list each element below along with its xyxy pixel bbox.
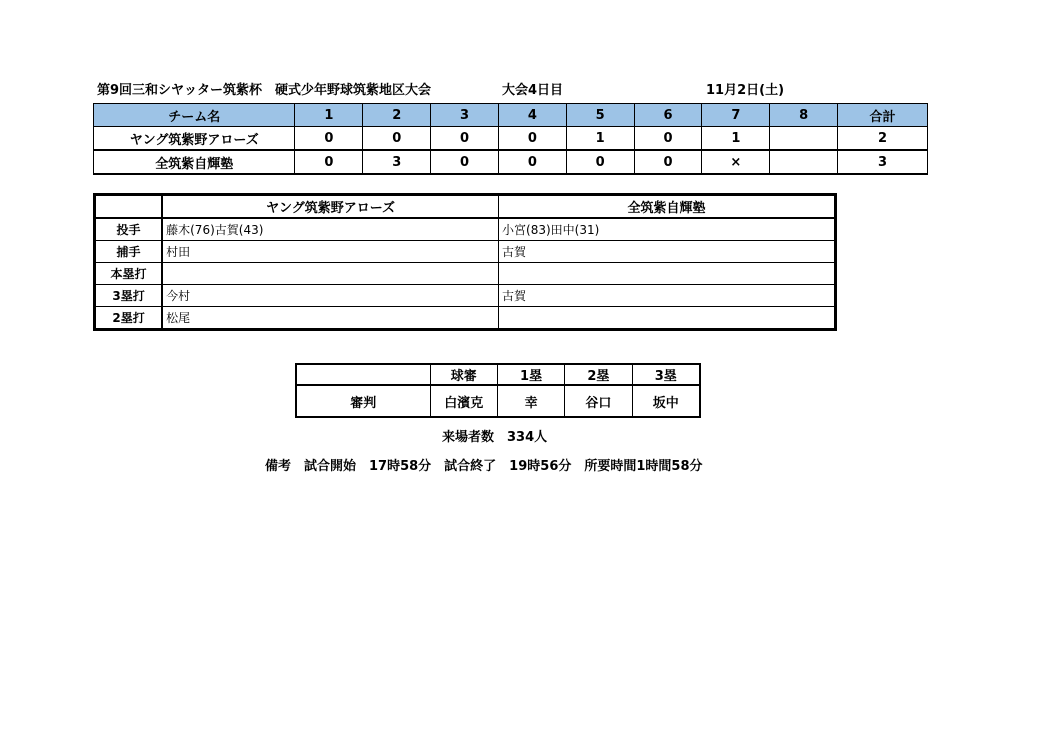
row-label: 投手	[95, 218, 163, 241]
player-cell: 古賀	[499, 285, 836, 307]
tournament-day: 大会4日目	[502, 83, 564, 98]
inning-score: 1	[566, 127, 634, 151]
player-cell: 松尾	[162, 307, 498, 330]
umpires-header-row	[296, 364, 700, 385]
umpire-position: 1塁	[497, 364, 564, 385]
player-cell	[499, 263, 836, 285]
team-column-header: ヤング筑紫野アローズ	[162, 195, 498, 219]
inning-score: 0	[634, 127, 702, 151]
player-cell	[499, 307, 836, 330]
inning-header: 4	[498, 104, 566, 127]
row-label: 本塁打	[95, 263, 163, 285]
umpires-row	[296, 385, 700, 417]
team-header: チーム名	[94, 104, 295, 127]
player-cell: 今村	[162, 285, 498, 307]
tournament-title: 第9回三和シヤッター筑紫杯 硬式少年野球筑紫地区大会	[97, 83, 432, 98]
player-cell: 古賀	[499, 241, 836, 263]
inning-score: 0	[498, 150, 566, 174]
player-cell	[162, 263, 498, 285]
inning-score: 1	[702, 127, 770, 151]
inning-header: 3	[431, 104, 499, 127]
inning-score: 0	[431, 150, 499, 174]
inning-header: 6	[634, 104, 702, 127]
player-cell: 小宮(83)田中(31)	[499, 218, 836, 241]
inning-score: 0	[498, 127, 566, 151]
inning-score: 0	[295, 150, 363, 174]
inning-score: 0	[634, 150, 702, 174]
umpire-position: 2塁	[565, 364, 632, 385]
inning-score	[770, 127, 838, 151]
player-cell: 村田	[162, 241, 498, 263]
row-label: 3塁打	[95, 285, 163, 307]
players-row	[95, 307, 836, 330]
inning-score: 0	[431, 127, 499, 151]
inning-header: 5	[566, 104, 634, 127]
remarks: 備考 試合開始 17時58分 試合終了 19時56分 所要時間1時間58分	[265, 459, 703, 474]
inning-header: 2	[363, 104, 431, 127]
umpires-table	[295, 363, 701, 418]
row-label: 捕手	[95, 241, 163, 263]
players-table	[93, 193, 837, 331]
inning-score: 3	[363, 150, 431, 174]
inning-header: 8	[770, 104, 838, 127]
inning-score: ×	[702, 150, 770, 174]
umpire-name: 坂中	[632, 385, 700, 417]
total-header: 合計	[838, 104, 928, 127]
umpire-name: 幸	[497, 385, 564, 417]
players-row	[95, 218, 836, 241]
players-row	[95, 241, 836, 263]
player-cell: 藤木(76)古賀(43)	[162, 218, 498, 241]
umpire-position: 3塁	[632, 364, 700, 385]
umpire-position: 球審	[430, 364, 497, 385]
scoreboard-row	[94, 127, 928, 151]
umpire-name: 白濱克	[430, 385, 497, 417]
total-score: 3	[838, 150, 928, 174]
team-column-header: 全筑紫自輝塾	[499, 195, 836, 219]
inning-score: 0	[363, 127, 431, 151]
inning-score: 0	[566, 150, 634, 174]
scoreboard-row	[94, 150, 928, 174]
players-row	[95, 263, 836, 285]
team-name: 全筑紫自輝塾	[94, 150, 295, 174]
corner-cell	[95, 195, 163, 219]
game-date: 11月2日(土)	[706, 83, 785, 98]
inning-header: 7	[702, 104, 770, 127]
corner-cell	[296, 364, 430, 385]
total-score: 2	[838, 127, 928, 151]
inning-score	[770, 150, 838, 174]
attendance: 来場者数 334人	[442, 430, 548, 445]
inning-score: 0	[295, 127, 363, 151]
scoreboard-header-row	[94, 104, 928, 127]
scoreboard-table	[93, 103, 928, 175]
team-name: ヤング筑紫野アローズ	[94, 127, 295, 151]
row-label: 2塁打	[95, 307, 163, 330]
players-header-row	[95, 195, 836, 219]
umpire-label: 審判	[296, 385, 430, 417]
inning-header: 1	[295, 104, 363, 127]
umpire-name: 谷口	[565, 385, 632, 417]
players-row	[95, 285, 836, 307]
